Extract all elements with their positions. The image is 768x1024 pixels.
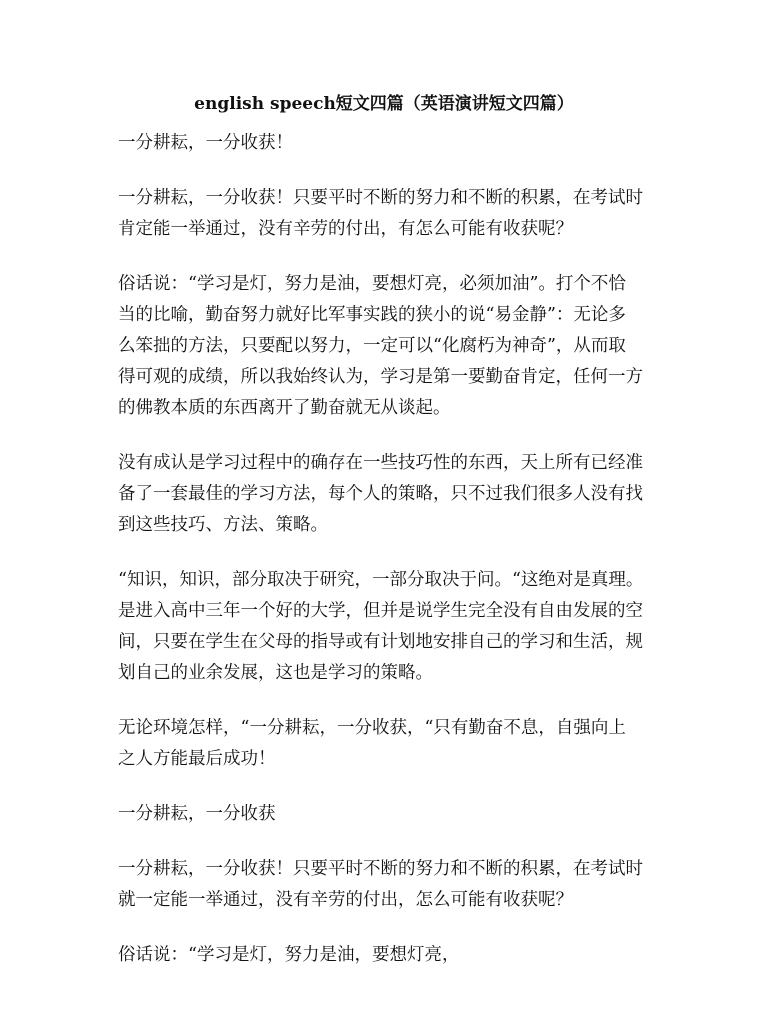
paragraph-5 [118, 565, 666, 689]
text-line: 划自己的业余发展，这也是学习的策略。 [118, 663, 433, 683]
document-body [118, 128, 666, 995]
text-line: 间，只要在学生在父母的指导或有计划地安排自己的学习和生活，规 [118, 632, 643, 652]
paragraph-8 [118, 854, 666, 916]
text-line: “知识，知识，部分取决于研究，一部分取决于问。“这绝对是真理。 [118, 570, 644, 590]
text-line: 之人方能最后成功！ [118, 749, 276, 769]
text-line: 的佛教本质的东西离开了勤奋就无从谈起。 [118, 398, 451, 418]
text-line: 无论环境怎样，“一分耕耘，一分收获，“只有勤奋不息，自强向上 [118, 718, 626, 738]
text-line: 到这些技巧、方法、策略。 [118, 515, 328, 535]
text-line: 俗话说：“学习是灯，努力是油，要想灯亮， [118, 945, 460, 965]
document-title: english speech短文四篇（英语演讲短文四篇） [194, 94, 574, 114]
text-line: 么笨拙的方法，只要配以努力，一定可以“化腐朽为神奇”，从而取 [118, 336, 626, 356]
text-line: 没有成认是学习过程中的确存在一些技巧性的东西，天上所有已经准 [118, 453, 643, 473]
paragraph-1 [118, 128, 666, 159]
text-line: 一分耕耘，一分收获！ [118, 133, 293, 153]
text-line: 一分耕耘，一分收获 [118, 804, 276, 824]
paragraph-4 [118, 448, 666, 541]
paragraph-9 [118, 940, 666, 971]
text-line: 当的比喻，勤奋努力就好比军事实践的狭小的说“易金静”：无论多 [118, 305, 626, 325]
text-line: 一分耕耘，一分收获！只要平时不断的努力和不断的积累，在考试时 [118, 188, 643, 208]
text-line: 得可观的成绩，所以我始终认为，学习是第一要勤奋肯定，任何一方 [118, 367, 643, 387]
text-line: 一分耕耘，一分收获！只要平时不断的努力和不断的积累，在考试时 [118, 859, 643, 879]
text-line: 肯定能一举通过，没有辛劳的付出，有怎么可能有收获呢？ [118, 219, 573, 239]
paragraph-3 [118, 269, 666, 424]
text-line: 就一定能一举通过，没有辛劳的付出，怎么可能有收获呢？ [118, 890, 573, 910]
text-line: 备了一套最佳的学习方法，每个人的策略，只不过我们很多人没有找 [118, 484, 643, 504]
paragraph-2 [118, 183, 666, 245]
text-line: 是进入高中三年一个好的大学，但并是说学生完全没有自由发展的空 [118, 601, 643, 621]
paragraph-6 [118, 713, 666, 775]
text-line: 俗话说：“学习是灯，努力是油，要想灯亮，必须加油”。打个不恰 [118, 274, 626, 294]
paragraph-7 [118, 799, 666, 830]
